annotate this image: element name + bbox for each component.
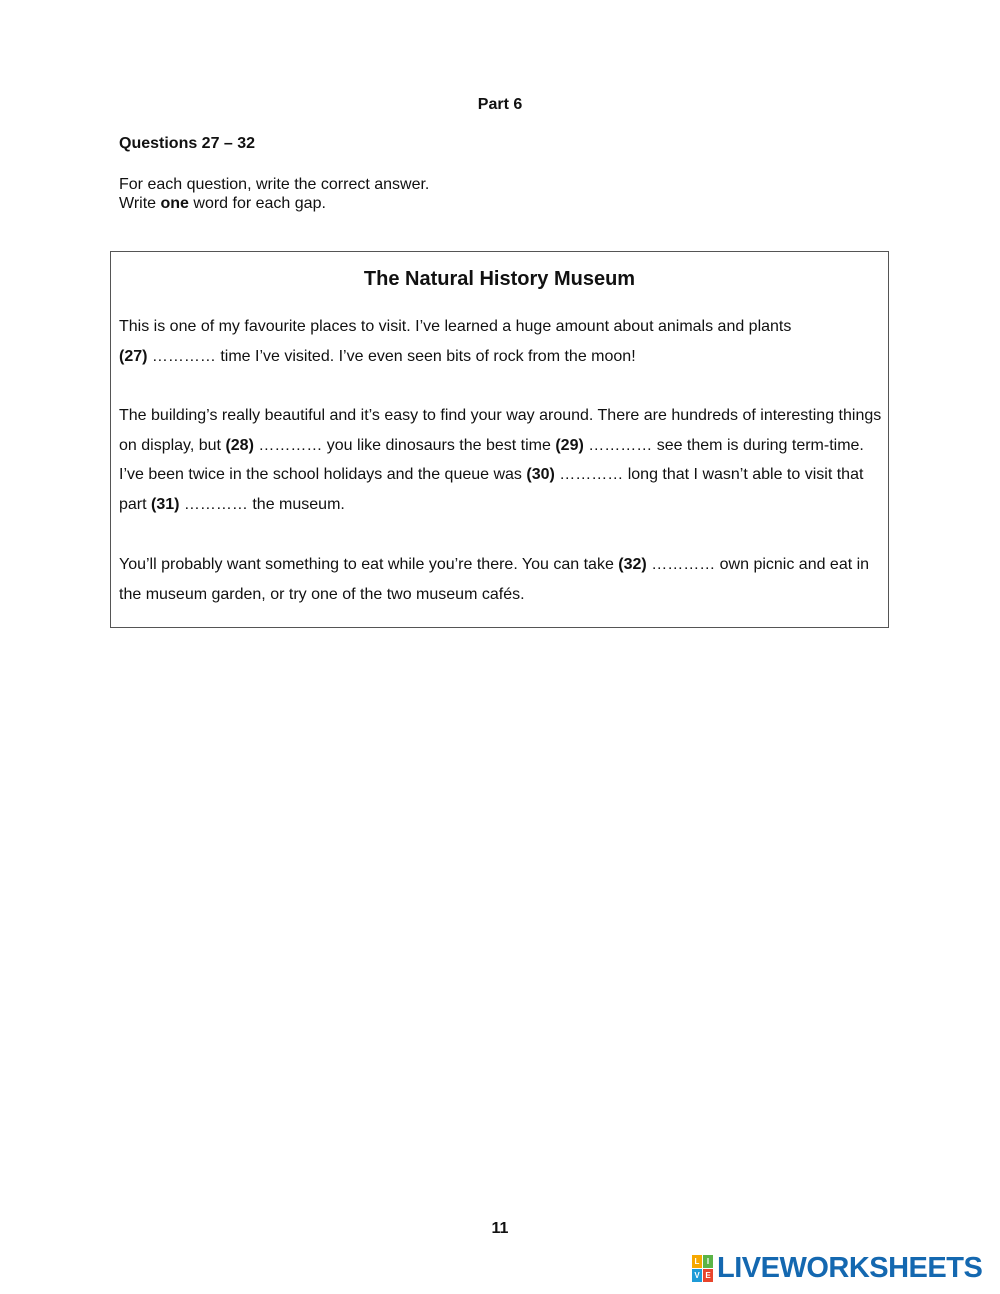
passage-text: ………… own picnic and eat in the museum garden, or try one of the two museum cafés.: [119, 556, 870, 603]
passage-text: ………… long that I wasn’t able to visit that part: [119, 466, 864, 513]
passage-text: ………… time I’ve visited. I’ve even seen bits of rock from the moon!: [147, 347, 636, 365]
logo-mark-letter: E: [703, 1269, 713, 1282]
gap-number-31: (31): [151, 495, 180, 513]
instructions: [119, 175, 429, 213]
liveworksheets-logo: [692, 1252, 982, 1285]
gap-number-30: (30): [526, 466, 555, 483]
passage-text: The building’s really beautiful and it’s easy to find your way around. There are hundreds of interesting things on display, but: [119, 407, 882, 454]
passage-text: ………… you like dinosaurs the best time: [253, 436, 556, 454]
logo-mark-letter: L: [692, 1255, 702, 1268]
passage-paragraph-3: [119, 550, 889, 609]
instruction-emphasis: one: [160, 195, 189, 212]
passage-text: ………… see them is during term-time. I’ve been twice in the school holidays and the queue was: [119, 436, 864, 483]
passage-box: [110, 251, 889, 628]
page-number: 11: [491, 1220, 509, 1237]
gap-number-27: (27): [119, 347, 148, 365]
instruction-line-1: For each question, write the correct answer.: [119, 176, 430, 193]
passage-text: This is one of my favourite places to visit. I’ve learned a huge amount about animals and plants: [119, 318, 792, 335]
instruction-text: word for each gap.: [188, 195, 326, 212]
gap-number-29: (29): [555, 436, 584, 454]
instruction-line-2: [119, 194, 429, 213]
part-title: Part 6: [477, 96, 523, 113]
gap-number-28: (28): [225, 436, 254, 454]
gap-number-32: (32): [618, 556, 647, 573]
passage-title: The Natural History Museum: [363, 268, 636, 290]
passage-text: You’ll probably want something to eat while you’re there. You can take: [119, 556, 619, 573]
passage-paragraph-2: [119, 401, 889, 519]
logo-mark-icon: [692, 1255, 713, 1282]
passage-text: ………… the museum.: [179, 495, 345, 513]
questions-heading: Questions 27 – 32: [119, 135, 256, 152]
logo-mark-letter: I: [703, 1255, 713, 1268]
instruction-text: Write: [119, 195, 161, 212]
logo-mark-letter: V: [692, 1269, 702, 1282]
passage-paragraph-1: [119, 312, 889, 371]
logo-text: LIVEWORKSHEETS: [717, 1252, 983, 1284]
